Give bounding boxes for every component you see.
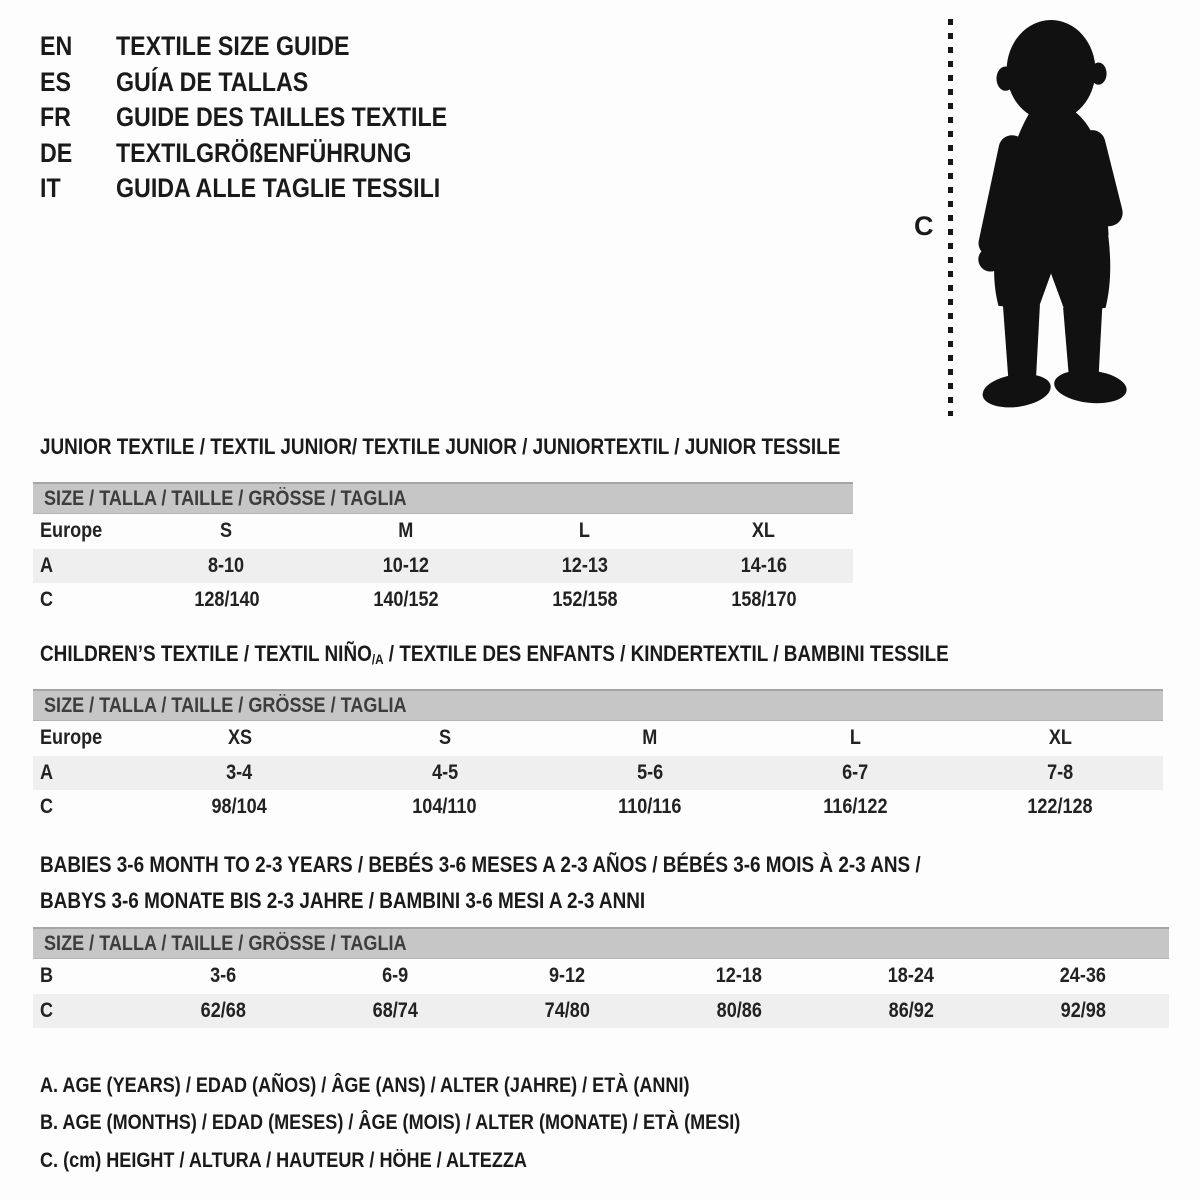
table-cell: S [438,726,451,750]
header-line-it [40,171,501,207]
junior-size-table [33,482,853,618]
section-title-children: CHILDREN’S TEXTILE / TEXTIL NIÑO/A / TEXTILE DES ENFANTS / KINDERTEXTIL / BAMBINI TESSILE [40,641,949,667]
row-label: C [40,795,54,819]
table-cell: XL [1048,726,1072,750]
table-cell: L [849,726,861,750]
row-label: C [40,998,54,1022]
language-code-de: DE [40,137,73,168]
table-row-a [33,756,1163,791]
row-label: Europe [40,519,103,543]
table-cell: 3-6 [209,964,237,988]
table-cell: 62/68 [200,998,246,1022]
table-cell: XL [751,519,776,543]
guide-title-es: GUÍA DE TALLAS [116,66,309,97]
row-label: B [40,964,54,988]
table-header-children: SIZE / TALLA / TAILLE / GRÖSSE / TAGLIA [33,689,1163,721]
table-cell: 7-8 [1047,760,1074,784]
height-label-c: C [914,211,934,241]
language-code-es: ES [40,66,71,97]
multilingual-header [40,29,501,207]
table-cell: 128/140 [193,588,260,612]
table-cell: L [578,519,591,543]
guide-title-it: GUIDA ALLE TAGLIE TESSILI [116,173,441,204]
language-code-en: EN [40,31,73,62]
height-measure-dashed-line [948,19,953,416]
table-cell: 140/152 [372,588,439,612]
table-cell: 12-18 [715,964,763,988]
table-row-europe [33,721,1163,756]
row-label: A [40,760,54,784]
table-row-europe [33,514,853,549]
table-header-babies: SIZE / TALLA / TAILLE / GRÖSSE / TAGLIA [33,927,1169,959]
table-cell: 14-16 [740,553,787,577]
guide-title-fr: GUIDE DES TAILLES TEXTILE [116,102,448,133]
table-cell: 24-36 [1059,964,1107,988]
row-label: Europe [40,726,103,750]
table-cell: 158/170 [730,588,797,612]
table-cell: 9-12 [548,964,586,988]
table-header-junior: SIZE / TALLA / TAILLE / GRÖSSE / TAGLIA [33,482,853,514]
guide-title-en: TEXTILE SIZE GUIDE [116,31,350,62]
table-cell: 86/92 [888,998,934,1022]
table-cell: 5-6 [636,760,664,784]
babies-title-line2: BABYS 3-6 MONATE BIS 2-3 JAHRE / BAMBINI 3-6 MESI A 2-3 ANNI [40,887,646,913]
table-cell: 92/98 [1060,998,1106,1022]
footnotes [40,1067,854,1180]
nino-a-subscript: /A [371,652,384,667]
table-row-a [33,549,853,584]
table-cell: 122/128 [1027,795,1094,819]
guide-title-de: TEXTILGRÖßENFÜHRUNG [116,137,412,168]
table-cell: 116/122 [823,795,888,819]
children-size-table [33,689,1163,825]
header-line-de [40,136,501,172]
header-line-es [40,65,501,101]
language-code-it: IT [40,173,61,204]
table-cell: 110/116 [618,795,682,819]
table-cell: M [397,519,414,543]
section-title-babies [40,847,1064,918]
footnote-c: C. (cm) HEIGHT / ALTURA / HAUTEUR / HÖHE / ALTEZZA [40,1148,527,1172]
table-cell: XS [227,726,252,750]
table-cell: 8-10 [208,553,245,577]
toddler-silhouette-icon [958,15,1140,419]
table-row-c [33,790,1163,825]
footnote-a: A. AGE (YEARS) / EDAD (AÑOS) / ÂGE (ANS) / ALTER (JAHRE) / ETÀ (ANNI) [40,1073,690,1097]
table-cell: 74/80 [544,998,590,1022]
table-cell: S [220,519,233,543]
section-title-junior: JUNIOR TEXTILE / TEXTIL JUNIOR/ TEXTILE JUNIOR / JUNIORTEXTIL / JUNIOR TESSILE [40,434,841,459]
table-cell: 3-4 [226,760,253,784]
babies-size-table [33,927,1169,1028]
table-cell: 10-12 [382,553,429,577]
table-row-c [33,583,853,618]
table-cell: 4-5 [431,760,458,784]
babies-title-line1: BABIES 3-6 MONTH TO 2-3 YEARS / BEBÉS 3-6 MESES A 2-3 AÑOS / BÉBÉS 3-6 MOIS À 2-3 ANS / [40,852,921,877]
table-cell: 6-9 [381,964,409,988]
language-code-fr: FR [40,102,71,133]
row-label: A [40,553,54,577]
table-cell: 152/158 [551,588,618,612]
table-cell: 68/74 [372,998,418,1022]
table-row-c [33,994,1169,1029]
table-cell: 12-13 [561,553,608,577]
table-cell: 18-24 [887,964,935,988]
table-row-b [33,959,1169,994]
header-line-fr [40,100,501,136]
table-cell: 6-7 [842,760,869,784]
table-cell: M [642,726,658,750]
header-line-en [40,29,501,65]
footnote-b: B. AGE (MONTHS) / EDAD (MESES) / ÂGE (MOIS) / ALTER (MONATE) / ETÀ (MESI) [40,1111,741,1135]
table-cell: 98/104 [211,795,268,819]
table-cell: 104/110 [412,795,477,819]
table-cell: 80/86 [716,998,762,1022]
row-label: C [40,588,54,612]
